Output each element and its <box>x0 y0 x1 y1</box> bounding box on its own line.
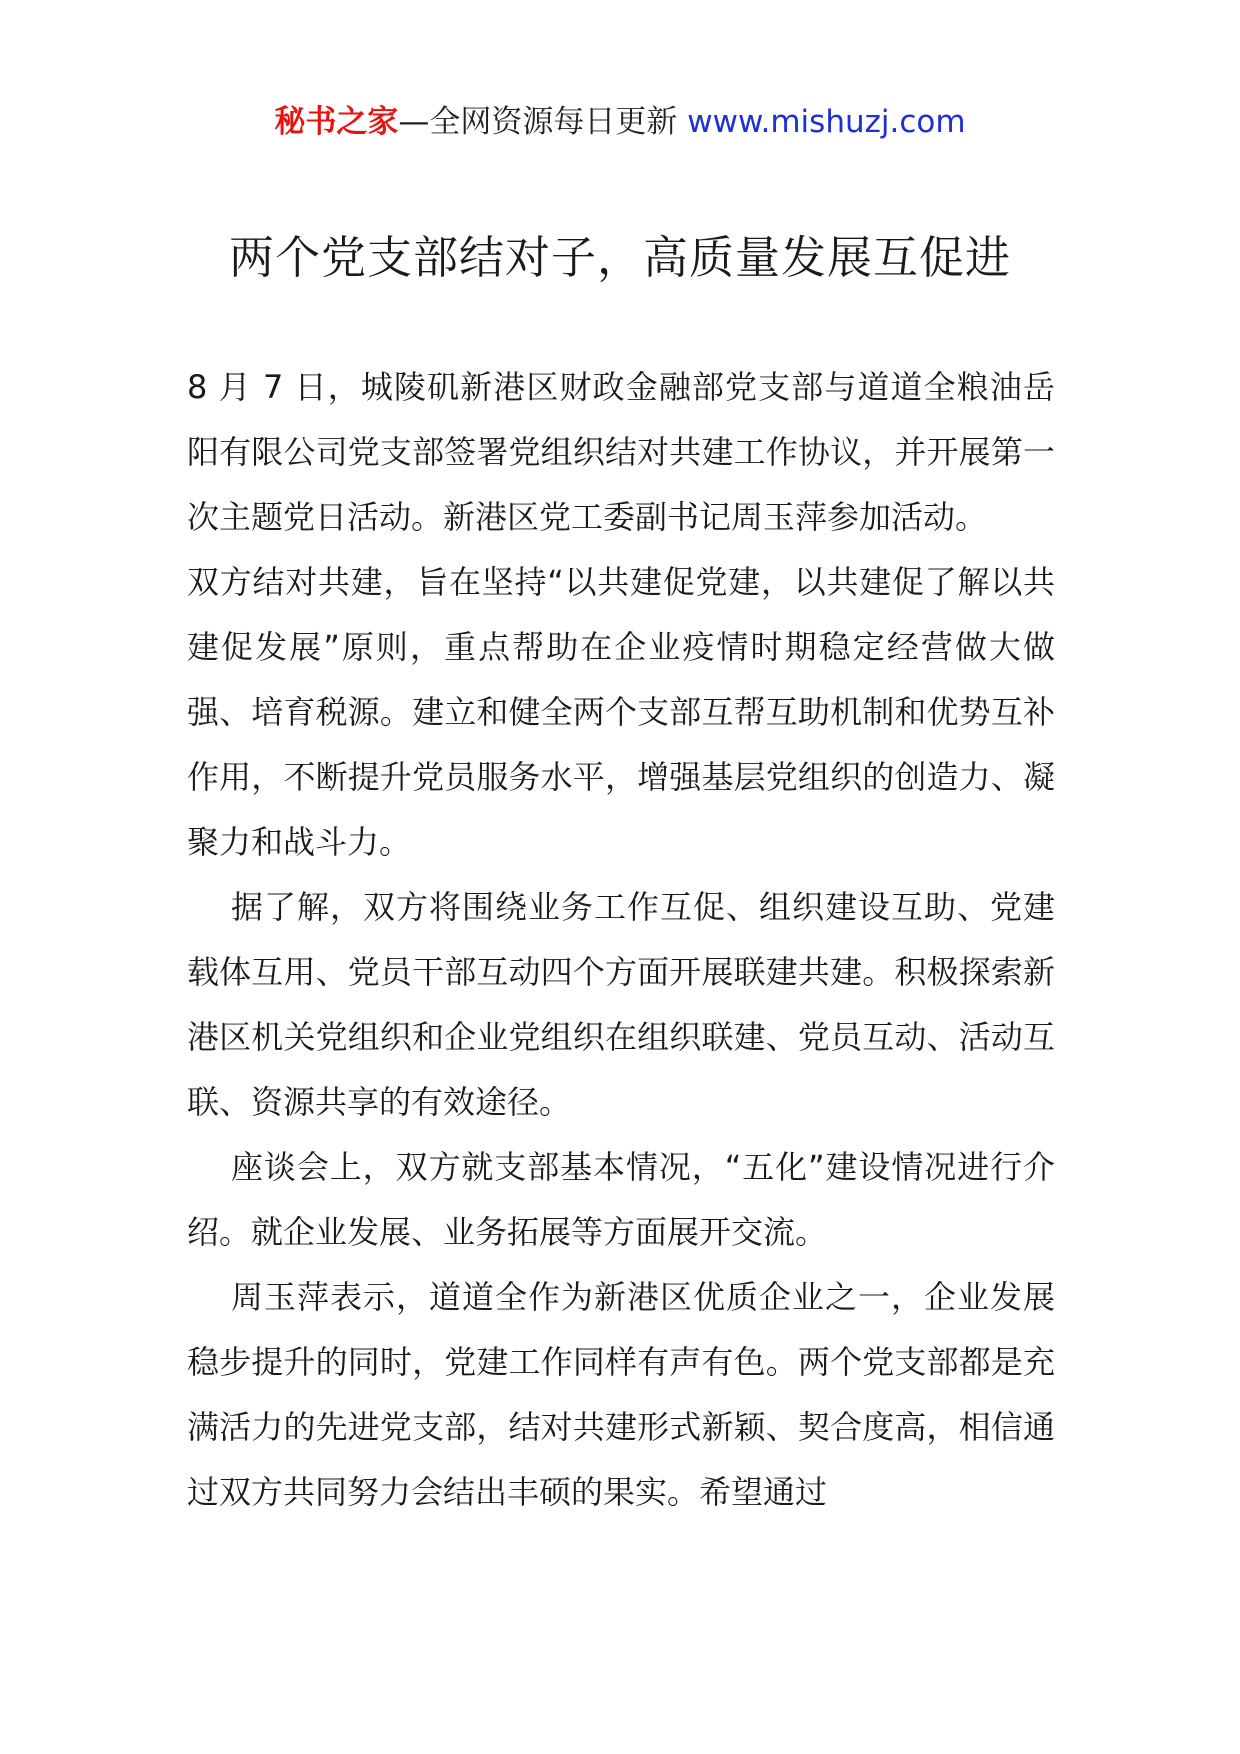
document-title: 两个党支部结对子，高质量发展互促进 <box>228 231 1011 284</box>
document-body <box>187 355 1055 1525</box>
brand-name: 秘书之家 <box>274 104 399 140</box>
site-header <box>0 100 1240 144</box>
paragraph: 座谈会上，双方就支部基本情况，“五化”建设情况进行介绍。就企业发展、业务拓展等方面展开交流。 <box>187 1148 1055 1251</box>
header-tagline: —全网资源每日更新 <box>398 104 678 140</box>
paragraph: 周玉萍表示，道道全作为新港区优质企业之一，企业发展稳步提升的同时，党建工作同样有声有色。两个党支部都是充满活力的先进党支部，结对共建形式新颖、契合度高，相信通过双方共同努力会结出丰硕的果实。希望通过 <box>187 1278 1055 1511</box>
paragraph: 据了解，双方将围绕业务工作互促、组织建设互助、党建载体互用、党员干部互动四个方面开展联建共建。积极探索新港区机关党组织和企业党组织在组织联建、党员互动、活动互联、资源共享的有效途径。 <box>187 888 1055 1121</box>
site-url-link[interactable]: www.mishuzj.com <box>687 104 966 140</box>
paragraph: 双方结对共建，旨在坚持“以共建促党建，以共建促了解以共建促发展”原则，重点帮助在企业疫情时期稳定经营做大做强、培育税源。建立和健全两个支部互帮互助机制和优势互补作用，不断提升党员服务水平，增强基层党组织的创造力、凝聚力和战斗力。 <box>187 563 1055 861</box>
paragraph: 8 月 7 日，城陵矶新港区财政金融部党支部与道道全粮油岳阳有限公司党支部签署党组织结对共建工作协议，并开展第一次主题党日活动。新港区党工委副书记周玉萍参加活动。 <box>187 368 1055 536</box>
